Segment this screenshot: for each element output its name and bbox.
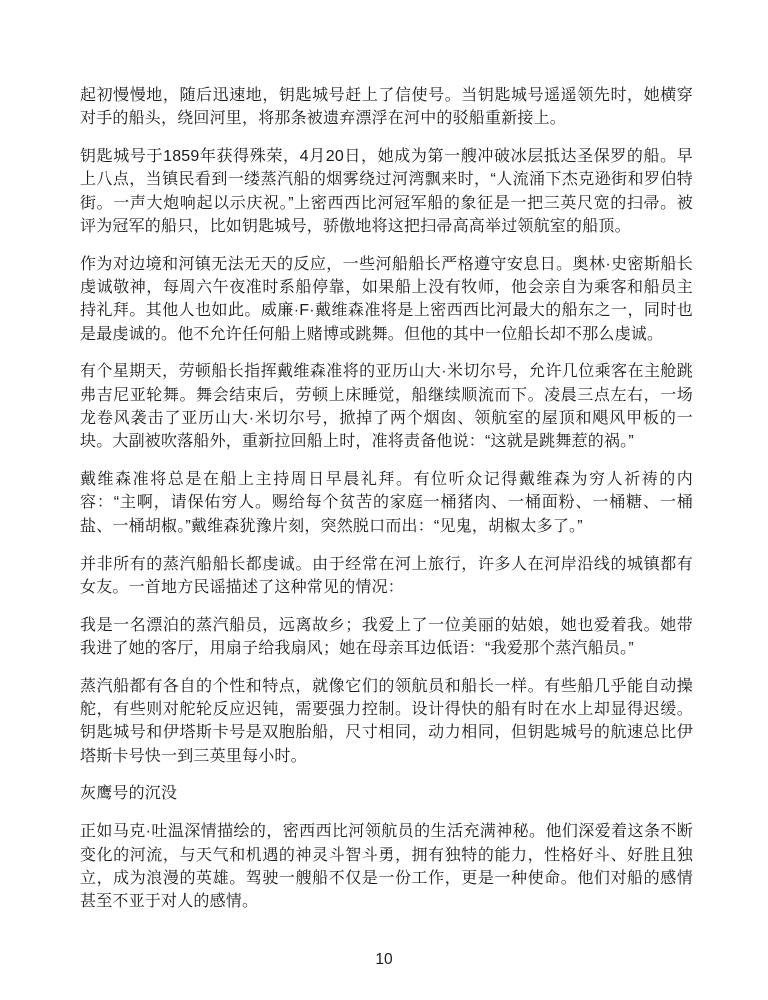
paragraph: 有个星期天，劳顿船长指挥戴维森准将的亚历山大·米切尔号，允许几位乘客在主舱跳弗吉尼亚轮舞。舞会结束后，劳顿上床睡觉，船继续顺流而下。凌晨三点左右，一场龙卷风袭击了亚历山大·米切尔号，掀掉了两个烟囱、领航室的屋顶和飓风甲板的一块。大副被吹落船外，重新拉回船上时，准将责备他说：“这就是跳舞惹的祸。” <box>80 363 693 451</box>
paragraph: 蒸汽船都有各自的个性和特点，就像它们的领航员和船长一样。有些船几乎能自动操舵，有些则对舵轮反应迟钝，需要强力控制。设计得快的船有时在水上却显得迟缓。钥匙城号和伊塔斯卡号是双胞胎船，尺寸相同，动力相同，但钥匙城号的航速总比伊塔斯卡号快一到三英里每小时。 <box>80 677 693 765</box>
paragraph: 并非所有的蒸汽船船长都虔诚。由于经常在河上旅行，许多人在河岸沿线的城镇都有女友。一首地方民谣描述了这种常见的情况： <box>80 555 693 596</box>
paragraph: 正如马克·吐温深情描绘的，密西西比河领航员的生活充满神秘。他们深爱着这条不断变化的河流，与天气和机遇的神灵斗智斗勇，拥有独特的能力，性格好斗、好胜且独立，成为浪漫的英雄。驾驶一艘船不仅是一份工作，更是一种使命。他们对船的感情甚至不亚于对人的感情。 <box>80 823 693 911</box>
paragraph: 作为对边境和河镇无法无天的反应，一些河船船长严格遵守安息日。奥林·史密斯船长虔诚敬神，每周六午夜准时系船停靠，如果船上没有牧师，他会亲自为乘客和船员主持礼拜。其他人也如此。威廉·F·戴维森准将是上密西西比河最大的船东之一，同时也是最虔诚的。他不允许任何船上赌博或跳舞。但他的其中一位船长却不那么虔诚。 <box>80 255 693 343</box>
paragraph-ballad: 我是一名漂泊的蒸汽船员，远离故乡；我爱上了一位美丽的姑娘，她也爱着我。她带我进了她的客厅，用扇子给我扇风；她在母亲耳边低语：“我爱那个蒸汽船员。” <box>80 616 693 657</box>
paragraph: 钥匙城号于1859年获得殊荣，4月20日，她成为第一艘冲破冰层抵达圣保罗的船。早上八点，当镇民看到一缕蒸汽船的烟雾绕过河湾飘来时，“人流涌下杰克逊街和罗伯特街。一声大炮响起以示庆祝。”上密西西比河冠军船的象征是一把三英尺宽的扫帚。被评为冠军的船只，比如钥匙城号，骄傲地将这把扫帚高高举过领航室的船顶。 <box>80 148 693 235</box>
paragraph: 戴维森准将总是在船上主持周日早晨礼拜。有位听众记得戴维森为穷人祈祷的内容：“主啊，请保佑穷人。赐给每个贫苦的家庭一桶猪肉、一桶面粉、一桶糖、一桶盐、一桶胡椒。”戴维森犹豫片刻，突然脱口而出：“见鬼，胡椒太多了。” <box>80 471 693 535</box>
page-body <box>80 84 693 928</box>
section-heading: 灰鹰号的沉没 <box>80 785 178 803</box>
paragraph: 起初慢慢地，随后迅速地，钥匙城号赶上了信使号。当钥匙城号遥遥领先时，她横穿对手的船头，绕回河里，将那条被遗弃漂浮在河中的驳船重新接上。 <box>80 87 693 128</box>
page-number: 10 <box>375 951 393 968</box>
